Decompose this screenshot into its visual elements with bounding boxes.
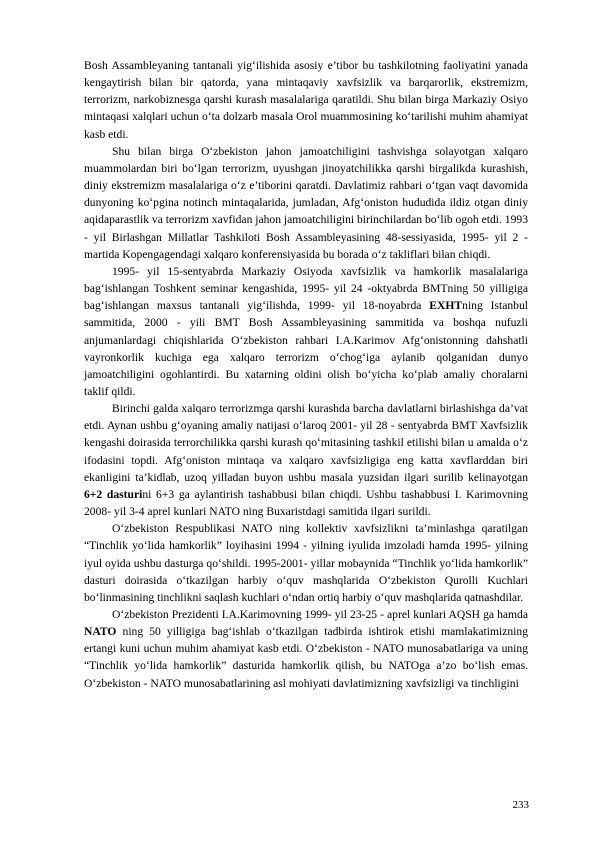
p4-text-b: ni 6+3 ga aylantirish tashabbusi bilan chiqdi. Ushbu tashabbusi I. Karimovning 2008- yil 3-4 aprel kunlari NATO ning Buxaristdagi samitida ilgari surildi. <box>84 487 529 519</box>
p4-bold-program: 6+2 dasturi <box>84 487 143 501</box>
paragraph-4 <box>84 400 528 520</box>
p3-text-a: 1995- yil 15-sentyabrda Markaziy Osiyoda xavfsizlik va hamkorlik masalalariga bag‘ishlangan Toshkent seminar kengashida, 1995- yil 24 -oktyabrda BMTning 50 yilligiga bag‘ishlangan maxsus tantanali yig‘ilishda, 1999- yil 18-noyabrda <box>84 264 528 313</box>
p4-text-a: Birinchi galda xalqaro terrorizmga qarshi kurashda barcha davlatlarni birlashishga da’vat etdi. Aynan ushbu g‘oyaning amaliy natijasi o‘laroq 2001- yil 28 - sentyabrda BMT Xavfsizlik kengashi doirasida terrorchilikka qarshi kurash qo‘mitasining tashkil etilishi bilan u amalda o‘z ifodasini topdi. Afg‘oniston mintaqa va xalqaro xavfsizligiga eng katta xavflarddan biri ekanligini ta’kidlab, uzoq yilladan buyon ushbu masala yuzsidan ilgari surilib kelinayotgan <box>84 402 528 484</box>
body-text <box>84 57 528 692</box>
paragraph-1 <box>84 57 528 143</box>
p1-text: Bosh Assambleyaning tantanali yig‘ilishida asosiy e’tibor bu tashkilotning faoliyatini yanada kengaytirish bilan bir qatorda, yana mintaqaviy xavfsizlik va barqarorlik, ekstremizm, terrorizm, narkobiznesga qarshi kurash masalalariga qaratildi. Shu bilan birga Markaziy Osiyo mintaqasi xalqlari uchun o‘ta dolzarb masala Orol muammosining ko‘tarilishi muhim ahamiyat kasb etdi. <box>84 59 528 141</box>
paragraph-3 <box>84 263 528 400</box>
p6-text-b: ning 50 yilligiga bag‘ishlab o‘tkazilgan tadbirda ishtirok etishi mamlakatimizning ertangi kuni uchun muhim ahamiyat kasb etdi. O‘zbekiston - NATO munosabatlariga va uning “Tinchlik yo‘lida hamkorlik” dasturida hamkorlik qilish, bu NATOga a’zo bo‘lish emas. O‘zbekiston - NATO munosabatlarining asl mohiyati davlatimizning xavfsizligi va tinchligini <box>84 625 528 690</box>
paragraph-5 <box>84 520 528 606</box>
p6-bold-nato: NATO <box>84 625 117 639</box>
p3-text-b: ning Istanbul sammitida, 2000 - yili BMT Bosh Assambleyasining sammitida va boshqa nufuzli anjumanlardagi chiqishlarida O‘zbekiston rahbari I.A.Karimov Afg‘onistonning dahshatli vayronkorlik kuchiga ega xalqaro terrorizm o‘chog‘iga aylanib qolganidan dunyo jamoatchiligini ogohlantirdi. Bu xatarning oldini olish bo‘yicha ko‘plab amaliy choralarni taklif qildi. <box>84 299 528 398</box>
paragraph-2 <box>84 143 528 263</box>
p6-text-a: O‘zbekiston Prezidenti I.A.Karimovning 1999- yil 23-25 - aprel kunlari AQSH ga hamda <box>112 608 528 621</box>
p3-bold-exht: EXHT <box>429 299 463 313</box>
p2-text: Shu bilan birga O‘zbekiston jahon jamoatchiligini tashvishga solayotgan xalqaro muammolardan biri bo‘lgan terrorizm, uyushgan jinoyatchilikka qarshi birgalikda kurashish, diniy ekstremizm masalalariga o‘z e’tiborini qaratdi. Davlatimiz rahbari o‘tgan vaqt davomida dunyoning ko‘pgina notinch mintaqalarida, jumladan, Afg‘oniston hududida ildiz otgan diniy aqidaparastlik va terrorizm xavfidan jahon jamoatchiligini birinchilardan bo‘lib ogoh etdi. 1993 - yil Birlashgan Millatlar Tashkiloti Bosh Assambleyasining 48-sessiyasida, 1995- yil 2 -martida Kopengagendagi xalqaro konferensiyasida bu borada o‘z takliflari bilan chiqdi. <box>84 144 528 261</box>
page-number: 233 <box>512 799 529 811</box>
p5-text: O‘zbekiston Respublikasi NATO ning kollektiv xavfsizlikni ta’minlashga qaratilgan “Tinchlik yo‘lida hamkorlik” loyihasini 1994 - yilning iyulida imzoladi hamda 1995- yilning iyul oyida ushbu dasturga qo‘shildi. 1995-2001- yillar mobaynida “Tinchlik yo‘lida hamkorlik” dasturi doirasida o‘tkazilgan harbiy o‘quv mashqlarida O‘zbekiston Qurolli Kuchlari bo‘linmasining tinchlikni saqlash kuchlari o‘ndan ortiq harbiy o‘quv mashqlarida qatnashdilar. <box>84 522 528 604</box>
paragraph-6 <box>84 606 528 692</box>
